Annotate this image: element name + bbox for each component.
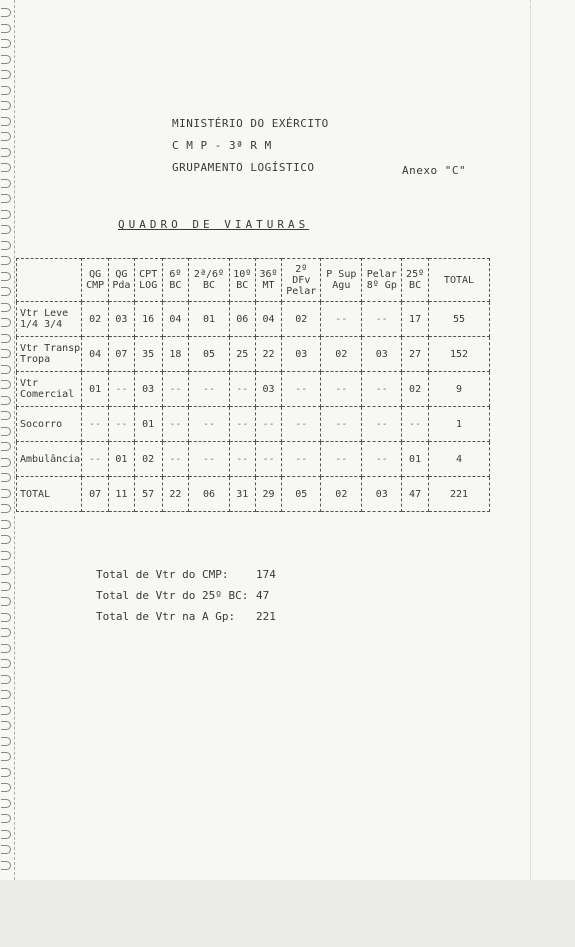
table-cell: 06	[229, 302, 255, 337]
table-cell: 152	[428, 337, 489, 372]
table-cell: 02	[134, 442, 162, 477]
total-value: 221	[256, 610, 276, 623]
binding-ring	[1, 597, 11, 606]
table-cell: 11	[109, 477, 135, 512]
binding-ring	[1, 799, 11, 808]
table-cell: --	[82, 442, 109, 477]
binding-ring	[1, 396, 11, 405]
binding-ring	[1, 752, 11, 761]
column-header: 36º MT	[255, 259, 282, 302]
table-cell: 03	[282, 337, 321, 372]
binding-ring	[1, 365, 11, 374]
binding-ring	[1, 163, 11, 172]
table-row	[17, 372, 490, 407]
column-header: QG CMP	[82, 259, 109, 302]
binding-ring	[1, 675, 11, 684]
binding-ring	[1, 551, 11, 560]
binding-ring	[1, 55, 11, 64]
binding-ring	[1, 489, 11, 498]
annex-label: Anexo "C"	[402, 164, 467, 177]
page-right-edge	[530, 0, 571, 880]
binding-ring	[1, 70, 11, 79]
table-cell: 01	[109, 442, 135, 477]
binding-ring	[1, 225, 11, 234]
binding-ring	[1, 582, 11, 591]
header-ministry: MINISTÉRIO DO EXÉRCITO	[172, 117, 329, 130]
table-row	[17, 337, 490, 372]
header-group: GRUPAMENTO LOGÍSTICO	[172, 161, 315, 174]
binding-ring	[1, 706, 11, 715]
table-cell: 04	[162, 302, 189, 337]
total-value: 174	[256, 568, 276, 581]
binding-ring	[1, 287, 11, 296]
column-header: 2ª/6º BC	[189, 259, 230, 302]
table-cell: 04	[255, 302, 282, 337]
binding-ring	[1, 349, 11, 358]
total-line	[96, 610, 276, 631]
binding-ring	[1, 101, 11, 110]
row-label: TOTAL	[17, 477, 82, 512]
binding-ring	[1, 458, 11, 467]
column-header: 25º BC	[402, 259, 429, 302]
binding-ring	[1, 194, 11, 203]
binding-ring	[1, 520, 11, 529]
total-label: Total de Vtr do CMP:	[96, 568, 229, 581]
table-cell: 02	[82, 302, 109, 337]
table-cell: --	[82, 407, 109, 442]
total-value: 47	[256, 589, 270, 602]
row-label: Ambulância	[17, 442, 82, 477]
table-cell: 01	[402, 442, 429, 477]
column-header: P Sup Agu	[321, 259, 362, 302]
table-cell: 05	[282, 477, 321, 512]
table-cell: --	[362, 372, 402, 407]
table-cell: 03	[362, 337, 402, 372]
table-cell: 07	[82, 477, 109, 512]
total-label: Total de Vtr do 25º BC:	[96, 589, 249, 602]
table-cell: --	[321, 302, 362, 337]
vehicle-table	[16, 258, 490, 512]
binding-ring	[1, 861, 11, 870]
binding-ring	[1, 721, 11, 730]
binding-ring	[1, 504, 11, 513]
binding-ring	[1, 768, 11, 777]
table-cell: --	[189, 442, 230, 477]
table-cell: --	[229, 407, 255, 442]
table-cell: --	[109, 372, 135, 407]
table-cell: 06	[189, 477, 230, 512]
binding-ring	[1, 427, 11, 436]
table-cell: --	[321, 372, 362, 407]
binding-ring	[1, 318, 11, 327]
binding-ring	[1, 303, 11, 312]
table-cell: --	[255, 407, 282, 442]
total-row	[17, 477, 490, 512]
row-label: Vtr Leve 1/4 3/4	[17, 302, 82, 337]
table-cell: --	[189, 407, 230, 442]
table-cell: 03	[109, 302, 135, 337]
table-cell: 22	[255, 337, 282, 372]
binding-ring	[1, 473, 11, 482]
table-cell: 47	[402, 477, 429, 512]
header-unit: C M P - 3ª R M	[172, 139, 272, 152]
table-cell: 1	[428, 407, 489, 442]
binding-ring	[1, 272, 11, 281]
binding-ring	[1, 39, 11, 48]
table-header-row	[17, 259, 490, 302]
table-cell: --	[229, 442, 255, 477]
table-cell: --	[255, 442, 282, 477]
table-cell: 03	[134, 372, 162, 407]
table-cell: 16	[134, 302, 162, 337]
column-header: 10º BC	[229, 259, 255, 302]
table-cell: 57	[134, 477, 162, 512]
table-cell: 02	[282, 302, 321, 337]
row-label: Socorro	[17, 407, 82, 442]
binding-ring	[1, 814, 11, 823]
binding-ring	[1, 659, 11, 668]
column-header: TOTAL	[428, 259, 489, 302]
table-cell: 02	[402, 372, 429, 407]
total-label: Total de Vtr na A Gp:	[96, 610, 236, 623]
table-cell: --	[362, 442, 402, 477]
document-title: QUADRO DE VIATURAS	[118, 218, 310, 231]
binding-ring	[1, 86, 11, 95]
table-cell: 55	[428, 302, 489, 337]
binding-ring	[1, 628, 11, 637]
table-cell: --	[282, 442, 321, 477]
binding-ring	[1, 690, 11, 699]
table-cell: --	[162, 372, 189, 407]
table-cell: 03	[362, 477, 402, 512]
table-cell: 22	[162, 477, 189, 512]
table-row	[17, 302, 490, 337]
binding-ring	[1, 411, 11, 420]
table-cell: 18	[162, 337, 189, 372]
binding-ring	[1, 334, 11, 343]
table-cell: --	[321, 442, 362, 477]
table-cell: --	[229, 372, 255, 407]
column-header	[17, 259, 82, 302]
row-label: Vtr Comercial	[17, 372, 82, 407]
table-cell: --	[162, 407, 189, 442]
binding-ring	[1, 644, 11, 653]
table-cell: 9	[428, 372, 489, 407]
binding-ring	[1, 241, 11, 250]
table-cell: 27	[402, 337, 429, 372]
table-cell: --	[362, 302, 402, 337]
binding-ring	[1, 256, 11, 265]
table-cell: --	[282, 372, 321, 407]
binding-ring	[1, 783, 11, 792]
table-cell: 05	[189, 337, 230, 372]
table-cell: 31	[229, 477, 255, 512]
binding-ring	[1, 210, 11, 219]
binding-ring	[1, 737, 11, 746]
table-cell: --	[321, 407, 362, 442]
binding-ring	[1, 380, 11, 389]
table-cell: 04	[82, 337, 109, 372]
binding-ring	[1, 830, 11, 839]
column-header: 2º DFv Pelar	[282, 259, 321, 302]
column-header: QG Pda	[109, 259, 135, 302]
scan-bottom-margin	[0, 880, 575, 947]
table-cell: --	[282, 407, 321, 442]
totals-block	[96, 568, 276, 631]
binding-ring	[1, 442, 11, 451]
binding-edge	[0, 0, 15, 880]
table-cell: 07	[109, 337, 135, 372]
binding-ring	[1, 24, 11, 33]
table-cell: --	[189, 372, 230, 407]
binding-ring	[1, 613, 11, 622]
column-header: CPT LOG	[134, 259, 162, 302]
total-line	[96, 568, 276, 589]
column-header: Pelar 8º Gp	[362, 259, 402, 302]
table-row	[17, 407, 490, 442]
binding-ring	[1, 148, 11, 157]
table-cell: 29	[255, 477, 282, 512]
table-cell: 03	[255, 372, 282, 407]
binding-ring	[1, 117, 11, 126]
table-cell: 01	[189, 302, 230, 337]
table-cell: 17	[402, 302, 429, 337]
table-cell: 01	[134, 407, 162, 442]
table-cell: 221	[428, 477, 489, 512]
table-cell: 25	[229, 337, 255, 372]
table-row	[17, 442, 490, 477]
table-cell: --	[362, 407, 402, 442]
table-cell: 35	[134, 337, 162, 372]
table-cell: 02	[321, 337, 362, 372]
binding-ring	[1, 845, 11, 854]
binding-ring	[1, 535, 11, 544]
table-cell: --	[109, 407, 135, 442]
table-cell: --	[162, 442, 189, 477]
binding-ring	[1, 132, 11, 141]
table-cell: 02	[321, 477, 362, 512]
table-cell: 4	[428, 442, 489, 477]
binding-ring	[1, 566, 11, 575]
binding-ring	[1, 8, 11, 17]
binding-ring	[1, 179, 11, 188]
table-cell: --	[402, 407, 429, 442]
column-header: 6º BC	[162, 259, 189, 302]
table-cell: 01	[82, 372, 109, 407]
total-line	[96, 589, 276, 610]
row-label: Vtr Transp Tropa	[17, 337, 82, 372]
